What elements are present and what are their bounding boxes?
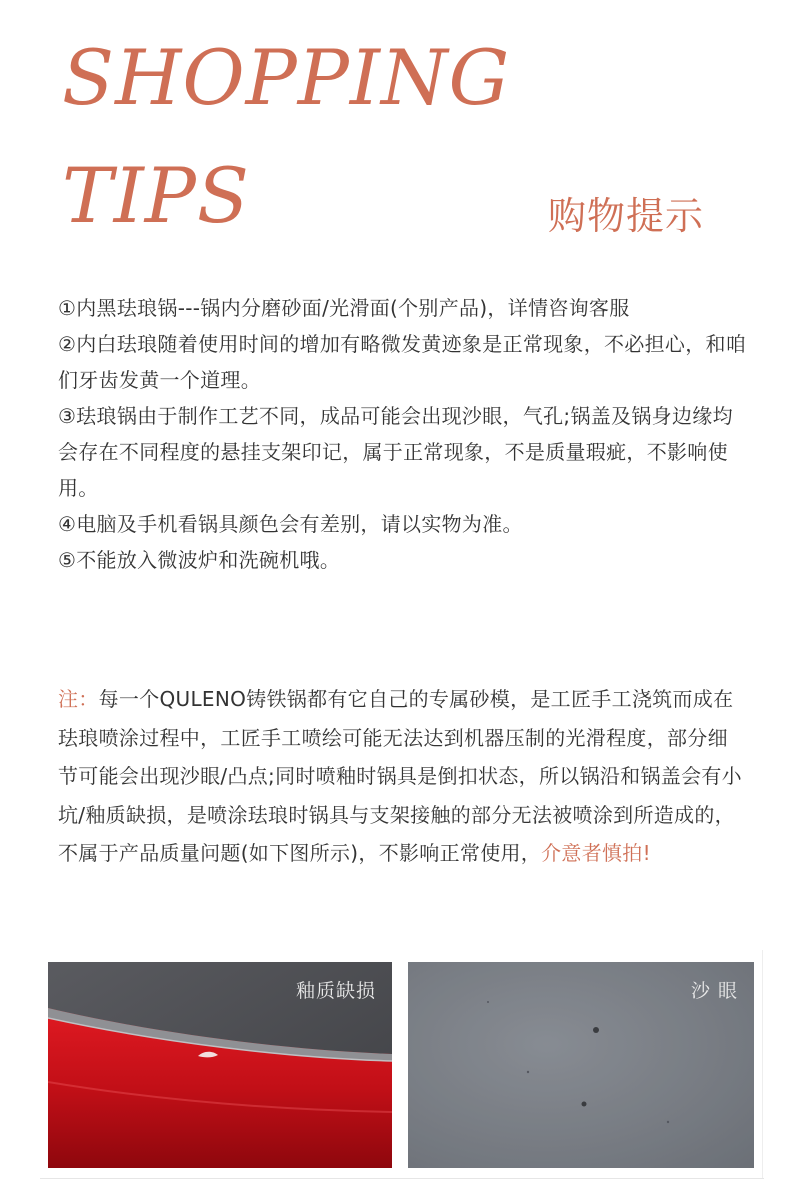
note-paragraph xyxy=(58,680,748,873)
pinhole-photo xyxy=(408,962,754,1168)
tip-3: ③珐琅锅由于制作工艺不同，成品可能会出现沙眼，气孔;锅盖及锅身边缘均会存在不同程度的悬挂支架印记，属于正常现象，不是质量瑕疵，不影响使用。 xyxy=(58,404,733,500)
frame-edge xyxy=(762,950,763,1178)
note-label: 注： xyxy=(58,687,99,711)
title-en-line2: TIPS xyxy=(62,151,250,240)
tip-2: ②内白珐琅随着使用时间的增加有略微发黄迹象是正常现象，不必担心，和咱们牙齿发黄一个道理。 xyxy=(58,332,747,392)
note-emphasis: 介意者慎拍! xyxy=(541,841,651,865)
enamel-chip-photo xyxy=(48,962,392,1168)
photo-label-pinhole: 沙 眼 xyxy=(690,980,738,1002)
title-en-line1: SHOPPING xyxy=(62,33,511,122)
tip-4: ④电脑及手机看锅具颜色会有差别，请以实物为准。 xyxy=(58,512,523,536)
title-cn: 购物提示 xyxy=(548,194,705,238)
tip-1: ①内黑珐琅锅---锅内分磨砂面/光滑面(个别产品)，详情咨询客服 xyxy=(58,296,630,320)
tip-5: ⑤不能放入微波炉和洗碗机哦。 xyxy=(58,548,341,572)
photo-label-enamel: 釉质缺损 xyxy=(295,980,376,1002)
note-body: 每一个QULENO铸铁锅都有它自己的专属砂模，是工匠手工浇筑而成在珐琅喷涂过程中，工匠手工喷绘可能无法达到机器压制的光滑程度，部分细节可能会出现沙眼/凸点;同时喷釉时锅具是倒扣状态，所以锅沿和锅盖会有小坑/釉质缺损，是喷涂珐琅时锅具与支架接触的部分无法被喷涂到所造成的，不属于产品质量问题(如下图所示)，不影响正常使用， xyxy=(58,687,742,865)
divider xyxy=(40,1178,764,1179)
tips-list xyxy=(58,290,748,578)
